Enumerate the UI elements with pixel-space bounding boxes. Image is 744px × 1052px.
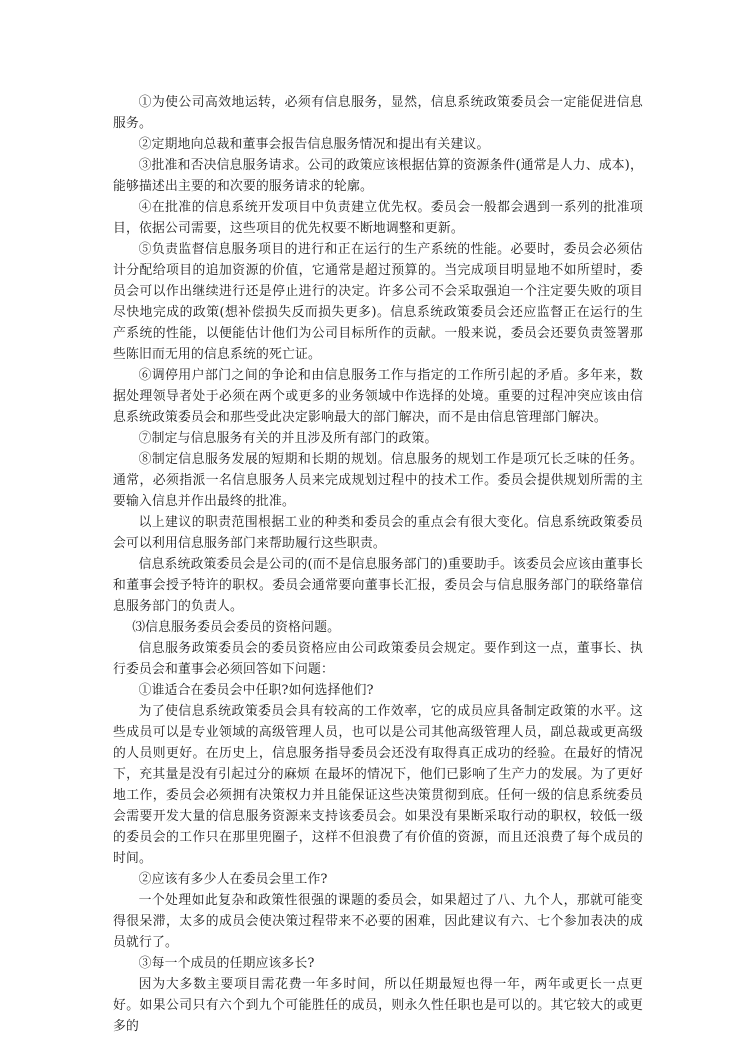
summary-paragraph: 以上建议的职责范围根据工业的种类和委员会的重点会有很大变化。信息系统政策委员会可以利用信息服务部门来帮助履行这些职责。: [113, 515, 643, 551]
paragraph-item-8: ⑧制定信息服务发展的短期和长期的规划。信息服务的规划工作是项冗长乏味的任务。通常，必须指派一名信息服务人员来完成规划过程中的技术工作。委员会提供规划所需的主要输入信息并作出最终的批准。: [113, 452, 643, 509]
paragraph-item-7: ⑦制定与信息服务有关的并且涉及所有部门的政策。: [138, 431, 438, 446]
question-1: ①谁适合在委员会中任职?如何选择他们?: [138, 683, 374, 698]
answer-3: 因为大多数主要项目需花费一年多时间，所以任期最短也得一年，两年或更长一点更好。如果公司只有六个到九个可能胜任的成员，则永久性任职也是可以的。其它较大的或更多的: [113, 977, 643, 1034]
qualification-intro-paragraph: 信息服务政策委员会的委员资格应由公司政策委员会规定。要作到这一点，董事长、执行委员会和董事会必须回答如下问题：: [113, 641, 643, 677]
paragraph-item-1: ①为使公司高效地运转，必须有信息服务，显然，信息系统政策委员会一定能促进信息服务。: [113, 95, 643, 131]
paragraph-item-3: ③批准和否决信息服务请求。公司的政策应该根据估算的资源条件(通常是人力、成本)，能够描述出主要的和次要的服务请求的轮廓。: [113, 158, 643, 194]
paragraph-item-2: ②定期地向总裁和董事会报告信息服务情况和提出有关建议。: [138, 137, 490, 152]
committee-role-paragraph: 信息系统政策委员会是公司的(而不是信息服务部门的)重要助手。该委员会应该由董事长和董事会授予特许的职权。委员会通常要向董事长汇报，委员会与信息服务部门的联络靠信息服务部门的负责人。: [113, 557, 643, 614]
answer-2: 一个处理如此复杂和政策性很强的课题的委员会，如果超过了八、九个人，那就可能变得很呆滞，太多的成员会使决策过程带来不必要的困难，因此建议有六、七个参加表决的成员就行了。: [113, 893, 643, 950]
section-heading: ⑶信息服务委员会委员的资格问题。: [132, 620, 341, 635]
paragraph-item-4: ④在批准的信息系统开发项目中负责建立优先权。委员会一般都会遇到一系列的批准项目，依据公司需要，这些项目的优先权要不断地调整和更新。: [113, 200, 643, 236]
paragraph-item-6: ⑥调停用户部门之间的争论和由信息服务工作与指定的工作所引起的矛盾。多年来，数据处理领导者处于必须在两个或更多的业务领域中作选择的处境。重要的过程冲突应该由信息系统政策委员会和那些受此决定影响最大的部门解决，而不是由信息管理部门解决。: [113, 368, 643, 425]
question-2: ②应该有多少人在委员会里工作?: [138, 872, 328, 887]
paragraph-item-5: ⑤负责监督信息服务项目的进行和正在运行的生产系统的性能。必要时，委员会必须估计分配给项目的追加资源的价值，它通常是超过预算的。当完成项目明显地不如所望时，委员会可以作出继续进行还是停止进行的决定。许多公司不会采取强迫一个注定要失败的项目尽快地完成的政策(想补偿损失反而损失更多)。信息系统政策委员会还应监督正在运行的生产系统的性能，以便能估计他们为公司目标所作的贡献。一般来说，委员会还要负责签署那些陈旧而无用的信息系统的死亡证。: [113, 242, 643, 362]
document-body: [113, 92, 643, 1037]
answer-1: 为了使信息系统政策委员会具有较高的工作效率，它的成员应具备制定政策的水平。这些成员可以是专业领域的高级管理人员，也可以是公司其他高级管理人员，副总裁或更高级的人员则更好。在历史上，信息服务指导委员会还没有取得真正成功的经验。在最好的情况下，充其量是没有引起过分的麻烦 在最坏的情况下，他们已影响了生产力的发展。为了更好地工作，委员会必须拥有决策权力并且能保证这些决策贯彻到底。任何一级的信息系统委员会需要开发大量的信息服务资源来支持该委员会。如果没有果断采取行动的职权，较低一级的委员会的工作只在那里兜圈子，这样不但浪费了有价值的资源，而且还浪费了每个成员的时间。: [113, 704, 643, 866]
question-3: ③每一个成员的任期应该多长?: [138, 956, 315, 971]
